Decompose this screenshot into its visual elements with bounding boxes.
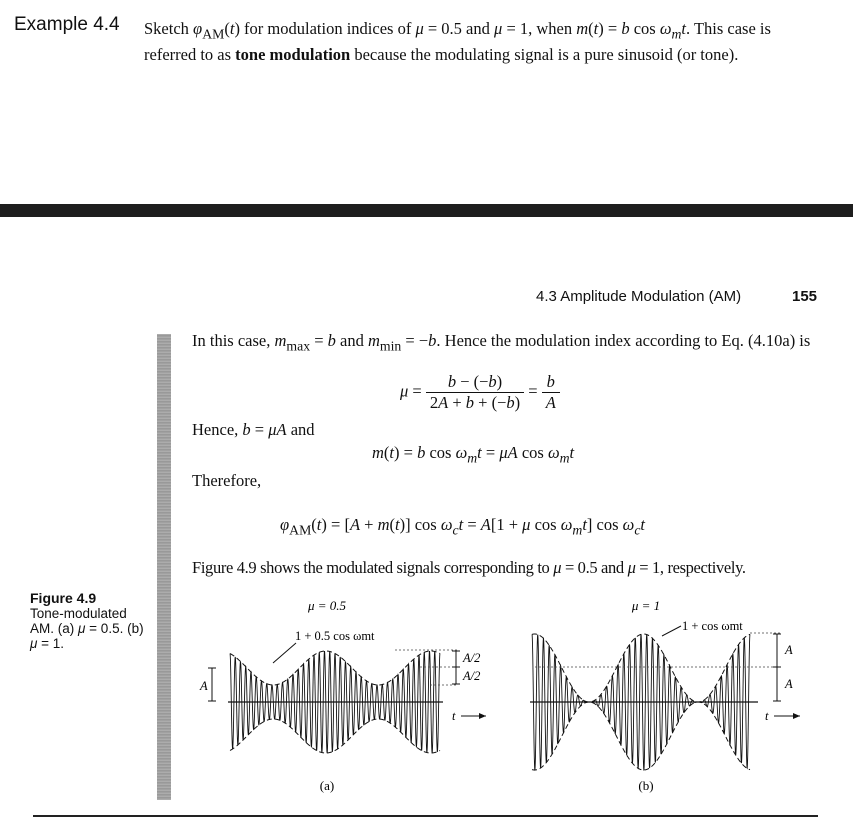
panel-b-envelope-upper: [532, 634, 750, 702]
panel-a-amp-label: A: [200, 679, 208, 693]
page-number: 155: [792, 288, 818, 305]
paragraph-modulation-index: In this case, $m_{max} = b$ and $m_{min} = -b$. Hence the modulation index according to Eq. (4.10a) is: [192, 331, 811, 354]
fraction1-numerator: b − (−b): [426, 372, 524, 393]
page-separator: [0, 204, 853, 217]
panel-a-envelope-label: 1 + 0.5 cos ωmt: [295, 629, 375, 643]
panel-b-time-label: t: [765, 709, 769, 723]
panel-b-envelope-label: 1 + cos ωmt: [682, 619, 743, 633]
panel-a-time-label: t: [452, 709, 456, 723]
figure-4-9: [190, 590, 830, 805]
equation-mu-equals: =: [528, 381, 538, 401]
equation-mt: m(t) = b $\cos \omega_mt = \mu A$ $\cos \omega_mt$: [372, 443, 575, 466]
panel-b-mu-label: μ = 1: [631, 598, 661, 613]
equation-mu-fraction1: [426, 372, 524, 413]
panel-b: [530, 598, 800, 793]
fraction2-numerator: b: [542, 372, 560, 393]
fraction1-denominator: 2A + b + (−b): [429, 393, 521, 412]
figure-caption: [30, 591, 150, 651]
equation-phi-am: $\varphi_{AM}(t) = [A + m(t)]$ $\cos \omega_ct = A[1 + \mu$ $\cos \omega_mt$] $\cos \omega_ct$: [280, 515, 646, 538]
equation-mu-fraction2: [542, 372, 560, 413]
panel-a-label: (a): [319, 778, 335, 793]
figure-number: Figure 4.9: [30, 590, 97, 606]
example-label: Example 4.4: [14, 14, 120, 35]
panel-b-amp-label-2: A: [785, 677, 793, 691]
equation-mu-lhs: μ =: [400, 381, 422, 401]
panel-b-envelope-pointer: [662, 626, 681, 636]
figure-caption-text: Tone-modulated AM. (a) μ = 0.5. (b) μ = 1.: [30, 606, 144, 651]
panel-b-label: (b): [638, 778, 654, 793]
margin-bar: [157, 334, 171, 800]
paragraph-figure-ref: Figure 4.9 shows the modulated signals corresponding to μ = 0.5 and μ = 1, respectively.: [192, 558, 746, 577]
panel-a-half-label-1: A/2: [463, 651, 481, 665]
panel-a-time-arrowhead: [479, 713, 486, 719]
panel-a-mu-label: μ = 0.5: [307, 598, 347, 613]
panel-a-envelope-lower: [230, 719, 440, 753]
panel-b-amp-label-1: A: [785, 643, 793, 657]
panel-a-half-label-2: A/2: [463, 669, 481, 683]
example-text: Sketch $\varphi_{AM}(t)$ for modulation indices of μ = 0.5 and μ = 1, when m(t) = b $\cos \omega_mt$. This case is referred to as tone modulation because the modulating signal is a pure sinusoid (or tone).: [144, 19, 771, 65]
panel-b-time-arrowhead: [793, 713, 800, 719]
fraction2-denominator: A: [545, 393, 556, 412]
equation-mu: [400, 372, 560, 413]
panel-a: [199, 598, 486, 793]
text-therefore: Therefore,: [192, 471, 262, 490]
panel-a-envelope-pointer: [273, 643, 296, 663]
text-hence: Hence, b = μA and: [192, 420, 315, 439]
running-header-title: 4.3 Amplitude Modulation (AM): [536, 288, 742, 305]
bottom-rule: [33, 815, 818, 817]
